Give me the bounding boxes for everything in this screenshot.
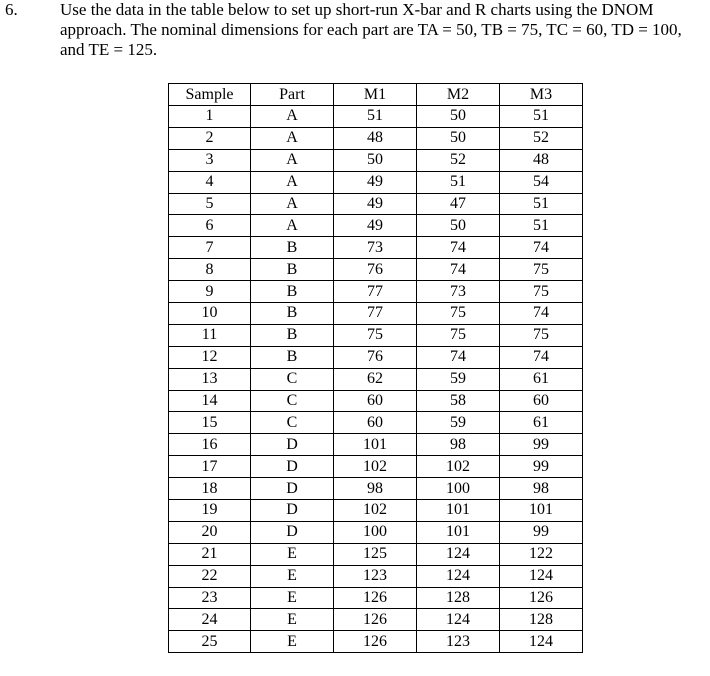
cell-m3: 101 — [500, 500, 583, 522]
table-row — [169, 368, 583, 390]
cell-sample: 11 — [169, 324, 251, 346]
cell-sample: 23 — [169, 587, 251, 609]
table-header-row — [169, 84, 583, 106]
cell-sample: 10 — [169, 303, 251, 325]
cell-m2: 50 — [417, 127, 500, 149]
cell-sample: 18 — [169, 478, 251, 500]
table-row — [169, 390, 583, 412]
table-row — [169, 456, 583, 478]
table-row — [169, 478, 583, 500]
table-row — [169, 346, 583, 368]
cell-part: B — [251, 281, 334, 303]
problem-number: 6. — [5, 0, 18, 19]
table-row — [169, 127, 583, 149]
cell-m3: 75 — [500, 324, 583, 346]
cell-m3: 52 — [500, 127, 583, 149]
cell-m3: 74 — [500, 237, 583, 259]
cell-m1: 125 — [334, 543, 417, 565]
cell-part: B — [251, 346, 334, 368]
cell-m3: 54 — [500, 171, 583, 193]
cell-sample: 17 — [169, 456, 251, 478]
cell-m3: 61 — [500, 412, 583, 434]
cell-m3: 126 — [500, 587, 583, 609]
cell-m2: 73 — [417, 281, 500, 303]
cell-m1: 49 — [334, 215, 417, 237]
cell-sample: 8 — [169, 259, 251, 281]
cell-part: E — [251, 543, 334, 565]
cell-sample: 6 — [169, 215, 251, 237]
cell-m3: 128 — [500, 609, 583, 631]
cell-m2: 59 — [417, 368, 500, 390]
cell-sample: 5 — [169, 193, 251, 215]
column-header-m3: M3 — [500, 84, 583, 106]
cell-m1: 100 — [334, 521, 417, 543]
cell-part: C — [251, 390, 334, 412]
cell-m3: 74 — [500, 303, 583, 325]
table-row — [169, 171, 583, 193]
cell-part: C — [251, 368, 334, 390]
cell-m2: 124 — [417, 565, 500, 587]
cell-m1: 126 — [334, 631, 417, 653]
table-body — [169, 106, 583, 653]
column-header-part: Part — [251, 84, 334, 106]
cell-m3: 48 — [500, 149, 583, 171]
table-row — [169, 565, 583, 587]
table-row — [169, 193, 583, 215]
column-header-m2: M2 — [417, 84, 500, 106]
cell-m1: 51 — [334, 106, 417, 128]
cell-part: D — [251, 456, 334, 478]
cell-part: E — [251, 609, 334, 631]
cell-m1: 102 — [334, 500, 417, 522]
cell-m1: 49 — [334, 193, 417, 215]
cell-part: D — [251, 521, 334, 543]
cell-m1: 98 — [334, 478, 417, 500]
cell-m3: 124 — [500, 631, 583, 653]
cell-sample: 24 — [169, 609, 251, 631]
cell-sample: 12 — [169, 346, 251, 368]
cell-m3: 98 — [500, 478, 583, 500]
cell-m2: 124 — [417, 543, 500, 565]
table-row — [169, 500, 583, 522]
cell-part: C — [251, 412, 334, 434]
cell-m3: 99 — [500, 456, 583, 478]
cell-m2: 102 — [417, 456, 500, 478]
cell-sample: 7 — [169, 237, 251, 259]
cell-part: A — [251, 171, 334, 193]
cell-m2: 101 — [417, 500, 500, 522]
table-row — [169, 543, 583, 565]
table-row — [169, 324, 583, 346]
cell-m3: 75 — [500, 281, 583, 303]
cell-m3: 61 — [500, 368, 583, 390]
table-row — [169, 434, 583, 456]
cell-m1: 126 — [334, 609, 417, 631]
cell-m1: 62 — [334, 368, 417, 390]
cell-m3: 75 — [500, 259, 583, 281]
table-row — [169, 237, 583, 259]
cell-m2: 123 — [417, 631, 500, 653]
cell-sample: 1 — [169, 106, 251, 128]
cell-part: A — [251, 127, 334, 149]
cell-m3: 51 — [500, 193, 583, 215]
cell-sample: 9 — [169, 281, 251, 303]
cell-m3: 74 — [500, 346, 583, 368]
cell-m1: 123 — [334, 565, 417, 587]
cell-m1: 76 — [334, 346, 417, 368]
cell-m2: 58 — [417, 390, 500, 412]
cell-m2: 75 — [417, 303, 500, 325]
cell-part: E — [251, 565, 334, 587]
cell-sample: 14 — [169, 390, 251, 412]
cell-part: B — [251, 324, 334, 346]
cell-m1: 60 — [334, 390, 417, 412]
cell-sample: 15 — [169, 412, 251, 434]
cell-m2: 74 — [417, 259, 500, 281]
cell-part: A — [251, 106, 334, 128]
table-row — [169, 521, 583, 543]
cell-sample: 16 — [169, 434, 251, 456]
cell-m2: 74 — [417, 237, 500, 259]
cell-m1: 75 — [334, 324, 417, 346]
cell-part: A — [251, 215, 334, 237]
cell-m1: 102 — [334, 456, 417, 478]
cell-part: E — [251, 587, 334, 609]
cell-m1: 101 — [334, 434, 417, 456]
cell-m2: 51 — [417, 171, 500, 193]
cell-m2: 75 — [417, 324, 500, 346]
cell-sample: 22 — [169, 565, 251, 587]
cell-m2: 74 — [417, 346, 500, 368]
cell-sample: 20 — [169, 521, 251, 543]
cell-m3: 122 — [500, 543, 583, 565]
cell-m1: 50 — [334, 149, 417, 171]
cell-sample: 13 — [169, 368, 251, 390]
table-row — [169, 609, 583, 631]
cell-m1: 73 — [334, 237, 417, 259]
cell-m2: 98 — [417, 434, 500, 456]
cell-m1: 48 — [334, 127, 417, 149]
cell-m2: 50 — [417, 106, 500, 128]
cell-sample: 2 — [169, 127, 251, 149]
table-row — [169, 587, 583, 609]
table-row — [169, 106, 583, 128]
cell-m2: 47 — [417, 193, 500, 215]
cell-m3: 99 — [500, 521, 583, 543]
cell-part: A — [251, 193, 334, 215]
data-table — [168, 83, 583, 653]
cell-sample: 21 — [169, 543, 251, 565]
cell-part: B — [251, 237, 334, 259]
cell-part: B — [251, 259, 334, 281]
cell-m3: 60 — [500, 390, 583, 412]
cell-sample: 4 — [169, 171, 251, 193]
cell-m2: 124 — [417, 609, 500, 631]
cell-m2: 59 — [417, 412, 500, 434]
cell-m3: 99 — [500, 434, 583, 456]
cell-m1: 77 — [334, 281, 417, 303]
cell-part: D — [251, 478, 334, 500]
cell-m1: 77 — [334, 303, 417, 325]
cell-sample: 19 — [169, 500, 251, 522]
table-row — [169, 281, 583, 303]
cell-m3: 124 — [500, 565, 583, 587]
cell-part: D — [251, 500, 334, 522]
cell-m2: 50 — [417, 215, 500, 237]
cell-part: B — [251, 303, 334, 325]
cell-m1: 49 — [334, 171, 417, 193]
cell-m1: 76 — [334, 259, 417, 281]
cell-m2: 101 — [417, 521, 500, 543]
table-row — [169, 149, 583, 171]
cell-m3: 51 — [500, 215, 583, 237]
cell-m2: 128 — [417, 587, 500, 609]
table-row — [169, 631, 583, 653]
cell-part: A — [251, 149, 334, 171]
cell-m2: 100 — [417, 478, 500, 500]
cell-m1: 126 — [334, 587, 417, 609]
problem-statement: Use the data in the table below to set up short-run X-bar and R charts using the DNOM approach. The nominal dimensions for each part are TA = 50, TB = 75, TC = 60, TD = 100, and TE = 125. — [60, 0, 682, 59]
cell-m2: 52 — [417, 149, 500, 171]
cell-sample: 3 — [169, 149, 251, 171]
table-row — [169, 215, 583, 237]
cell-sample: 25 — [169, 631, 251, 653]
cell-part: D — [251, 434, 334, 456]
cell-part: E — [251, 631, 334, 653]
column-header-sample: Sample — [169, 84, 251, 106]
table-row — [169, 412, 583, 434]
column-header-m1: M1 — [334, 84, 417, 106]
table-row — [169, 303, 583, 325]
cell-m3: 51 — [500, 106, 583, 128]
table-row — [169, 259, 583, 281]
cell-m1: 60 — [334, 412, 417, 434]
